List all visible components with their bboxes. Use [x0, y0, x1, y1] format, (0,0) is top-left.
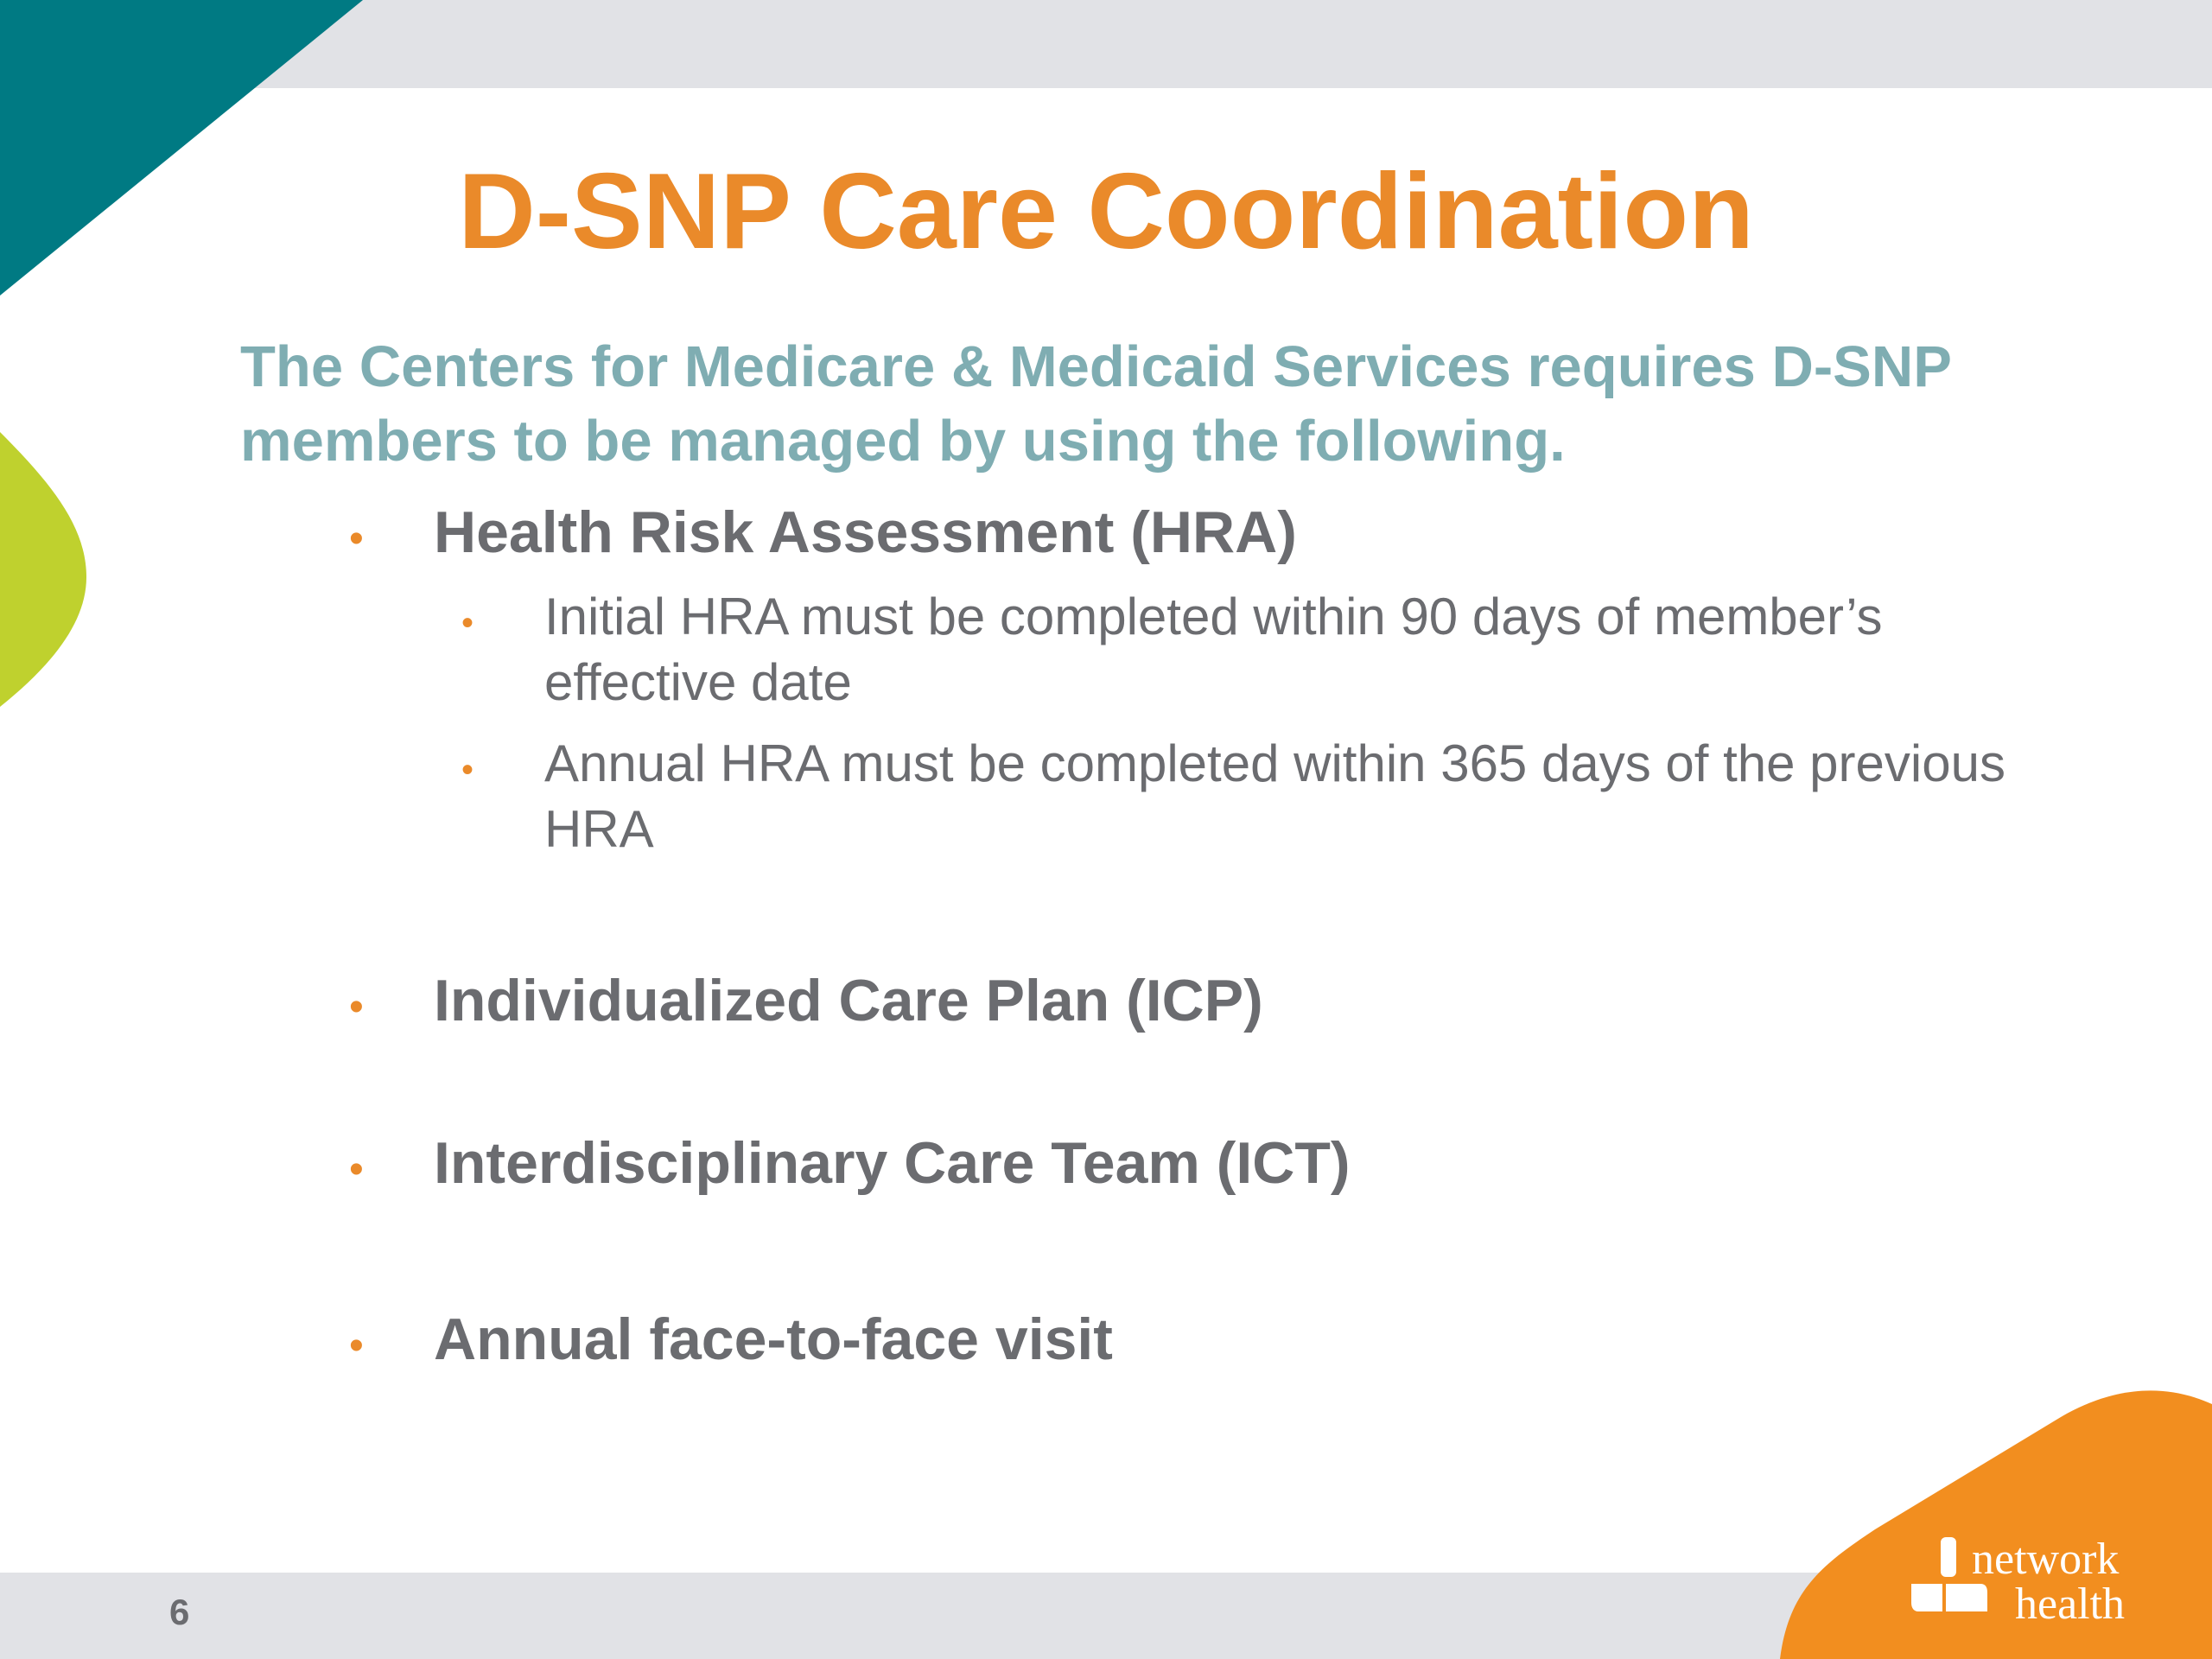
- sub-bullet-text: Annual HRA must be completed within 365 days of the previous HRA: [544, 734, 2005, 858]
- sub-bullet-marker: •: [461, 751, 474, 789]
- bullet-label: Health Risk Assessment (HRA): [434, 499, 1297, 565]
- bullet-marker: •: [349, 1323, 364, 1369]
- bullet-label: Interdisciplinary Care Team (ICT): [434, 1130, 1351, 1196]
- bullet-item-ict: [349, 1127, 2077, 1199]
- logo-word-health: health: [2015, 1580, 2126, 1629]
- bullet-label: Annual face-to-face visit: [434, 1306, 1113, 1372]
- logo-word-network: network: [1972, 1535, 2120, 1584]
- bullet-marker: •: [349, 1147, 364, 1192]
- bullet-label: Individualized Care Plan (ICP): [434, 968, 1263, 1033]
- sub-bullet-annual-hra: [461, 731, 2069, 862]
- sub-bullet-text: Initial HRA must be completed within 90 days of member’s effective date: [544, 588, 1883, 711]
- lime-leaf-shape: [0, 432, 86, 707]
- bullet-marker: •: [349, 984, 364, 1030]
- sub-bullet-marker: •: [461, 604, 474, 642]
- bullet-item-icp: [349, 964, 2077, 1037]
- bullet-marker: •: [349, 516, 364, 562]
- slide-title: D-SNP Care Coordination: [458, 152, 1754, 271]
- page-number: 6: [169, 1592, 190, 1632]
- bullet-item-visit: [349, 1303, 2077, 1376]
- intro-text: The Centers for Medicare & Medicaid Services requires D-SNP members to be managed by using the following.: [240, 334, 1951, 474]
- bullet-item-hra: [349, 496, 2077, 569]
- network-health-logo: [1910, 1534, 2152, 1629]
- sub-bullet-initial-hra: [461, 584, 2069, 715]
